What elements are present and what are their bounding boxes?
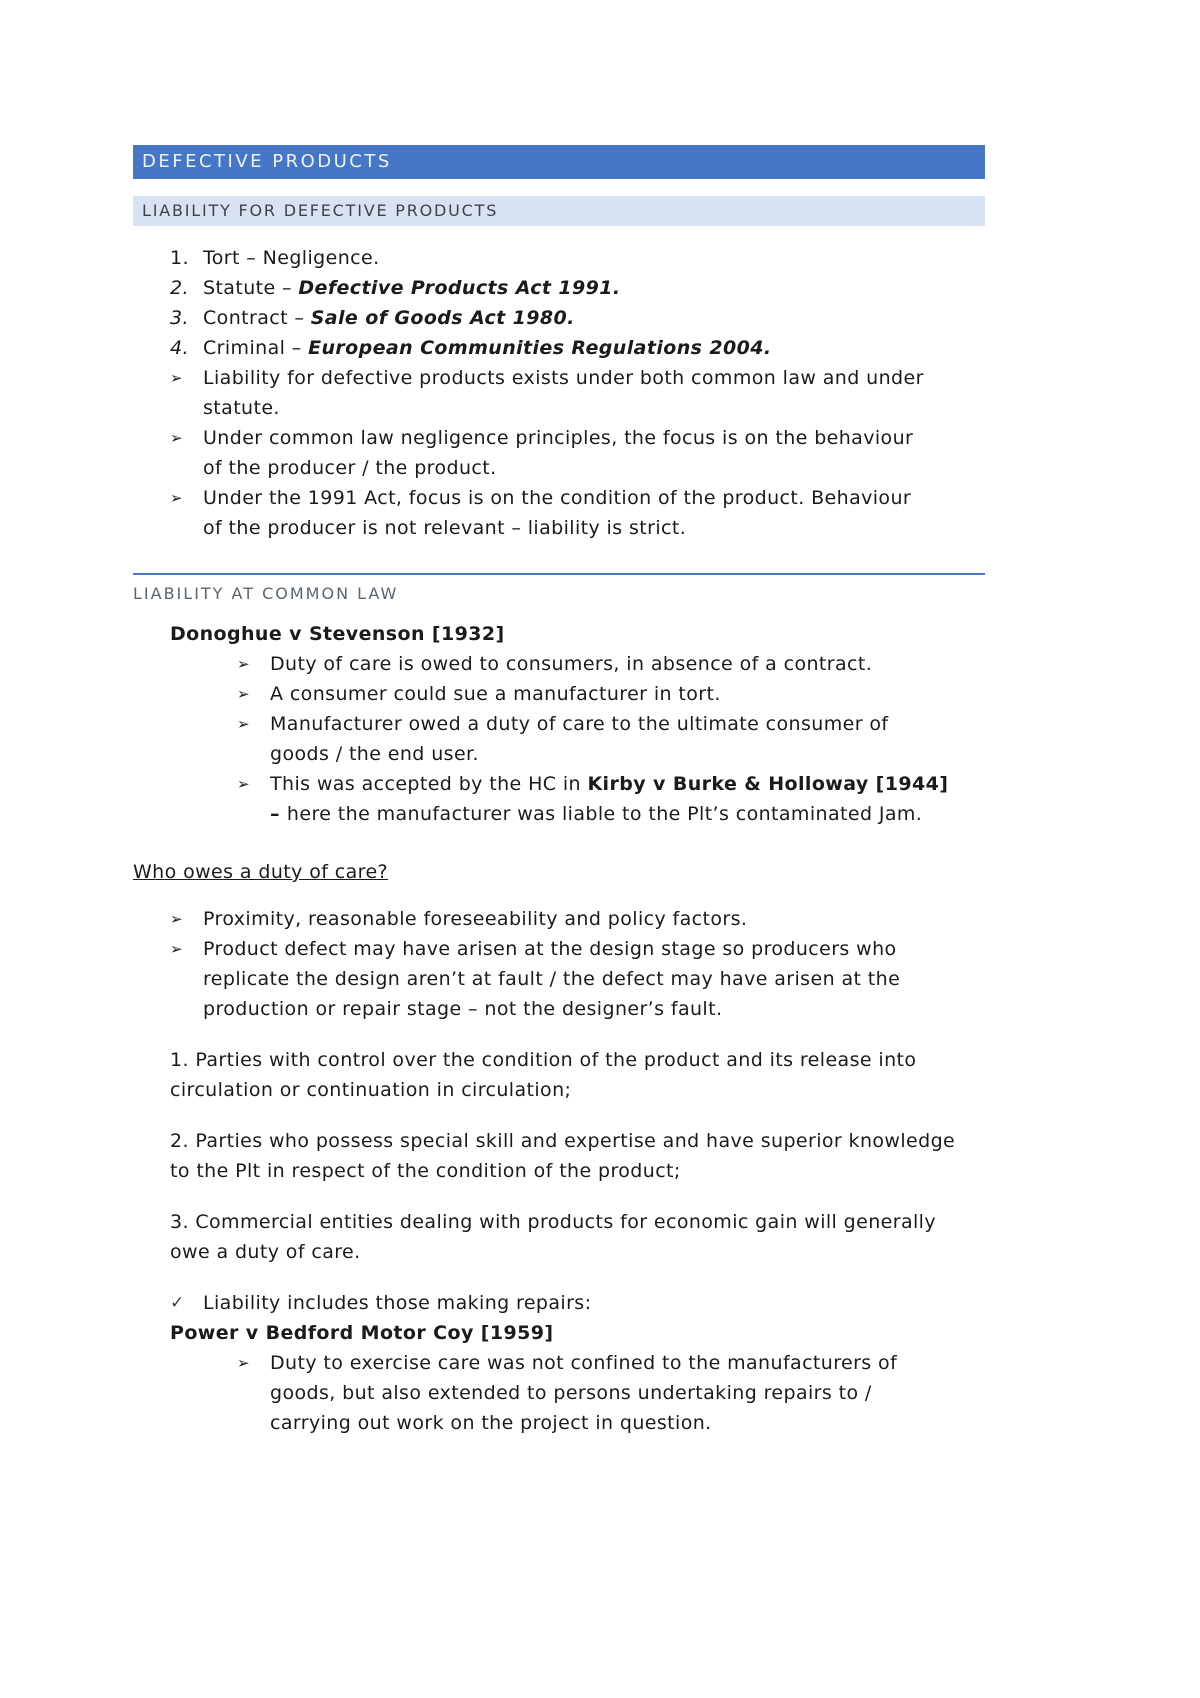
list-item-plain: Statute – (203, 277, 299, 299)
list-number: 1. (170, 247, 189, 269)
arrow-bullet-icon: ➢ (237, 1354, 250, 1372)
bullet-item (237, 649, 985, 679)
document-content (133, 145, 985, 1438)
bullet-item (170, 363, 985, 423)
list-number: 3. (170, 307, 189, 329)
arrow-bullet-icon: ➢ (237, 715, 250, 733)
bullet-text: Duty to exercise care was not confined to the manufacturers of goods, but also extended to persons undertaking repairs to / carrying out work on the project in question. (270, 1352, 898, 1434)
bullet-text-pre: This was accepted by the HC in (270, 773, 588, 795)
list-item-italic: European Communities Regulations 2004. (308, 337, 772, 359)
paragraph-duty-2: 2. Parties who possess special skill and expertise and have superior knowledge to the Plt in respect of the condition of the product; (170, 1130, 956, 1182)
bullet-item (170, 904, 985, 934)
list-item-text (203, 243, 380, 273)
list-number: 4. (170, 337, 189, 359)
section-header-common-law: LIABILITY AT COMMON LAW (133, 573, 985, 603)
arrow-bullet-icon: ➢ (170, 910, 183, 928)
bullet-item (170, 423, 985, 483)
check-item (170, 1288, 985, 1318)
list-item-italic: Sale of Goods Act 1980. (310, 307, 575, 329)
paragraph-duty-3: 3. Commercial entities dealing with products for economic gain will generally owe a duty of care. (170, 1211, 937, 1263)
bullet-text: Product defect may have arisen at the design stage so producers who replicate the design aren’t at fault / the defect may have arisen at the production or repair stage – not the designer’s fault. (203, 938, 901, 1020)
document-title: DEFECTIVE PRODUCTS (142, 151, 392, 172)
list-item (170, 333, 985, 363)
bullet-item (237, 769, 985, 829)
bullet-text: A consumer could sue a manufacturer in tort. (270, 683, 721, 705)
paragraph-duty-1: 1. Parties with control over the condition of the product and its release into circulation or continuation in circulation; (170, 1049, 917, 1101)
list-item (170, 243, 985, 273)
list-item (170, 273, 985, 303)
case-title-power: Power v Bedford Motor Coy [1959] (170, 1322, 554, 1344)
bullet-text (270, 769, 950, 829)
bullet-item (237, 709, 985, 769)
list-item-plain: Tort – Negligence. (203, 247, 380, 269)
bullet-text: Under common law negligence principles, the focus is on the behaviour of the producer / the product. (203, 427, 914, 479)
subheading-duty-of-care: Who owes a duty of care? (133, 861, 389, 883)
list-item-text (203, 333, 771, 363)
bullet-item (170, 934, 985, 1024)
check-item-text: Liability includes those making repairs: (203, 1292, 592, 1314)
list-item-italic: Defective Products Act 1991. (298, 277, 621, 299)
bullet-item (237, 679, 985, 709)
bullet-text: Under the 1991 Act, focus is on the condition of the product. Behaviour of the producer is not relevant – liability is strict. (203, 487, 912, 539)
list-item (170, 303, 985, 333)
bullet-text-post: here the manufacturer was liable to the Plt’s contaminated Jam. (286, 803, 923, 825)
numbered-list (170, 243, 985, 543)
section-header-liability-label: LIABILITY FOR DEFECTIVE PRODUCTS (142, 201, 499, 220)
duty-bullet-list (170, 904, 985, 1024)
arrow-bullet-icon: ➢ (237, 685, 250, 703)
common-law-section (133, 619, 985, 1438)
list-item-plain: Contract – (203, 307, 311, 329)
arrow-bullet-icon: ➢ (237, 655, 250, 673)
bullet-item (170, 483, 985, 543)
bullet-text: Manufacturer owed a duty of care to the ultimate consumer of goods / the end user. (270, 713, 889, 765)
arrow-bullet-icon: ➢ (170, 369, 183, 387)
section-header-liability (133, 196, 985, 226)
arrow-bullet-icon: ➢ (170, 429, 183, 447)
bullet-item (237, 1348, 985, 1438)
arrow-bullet-icon: ➢ (170, 489, 183, 507)
list-item-plain: Criminal – (203, 337, 309, 359)
arrow-bullet-icon: ➢ (170, 940, 183, 958)
bullet-text: Liability for defective products exists under both common law and under statute. (203, 367, 924, 419)
bullet-text: Proximity, reasonable foreseeability and policy factors. (203, 908, 748, 930)
list-number: 2. (170, 277, 189, 299)
list-item-text (203, 273, 620, 303)
title-bar (133, 145, 985, 179)
case-title-donoghue: Donoghue v Stevenson [1932] (170, 623, 505, 645)
check-icon: ✓ (170, 1293, 185, 1313)
bullet-text: Duty of care is owed to consumers, in absence of a contract. (270, 653, 873, 675)
case-reference-kirby: Kirby v Burke & Holloway [1944] – (270, 773, 949, 825)
arrow-bullet-icon: ➢ (237, 775, 250, 793)
list-item-text (203, 303, 575, 333)
